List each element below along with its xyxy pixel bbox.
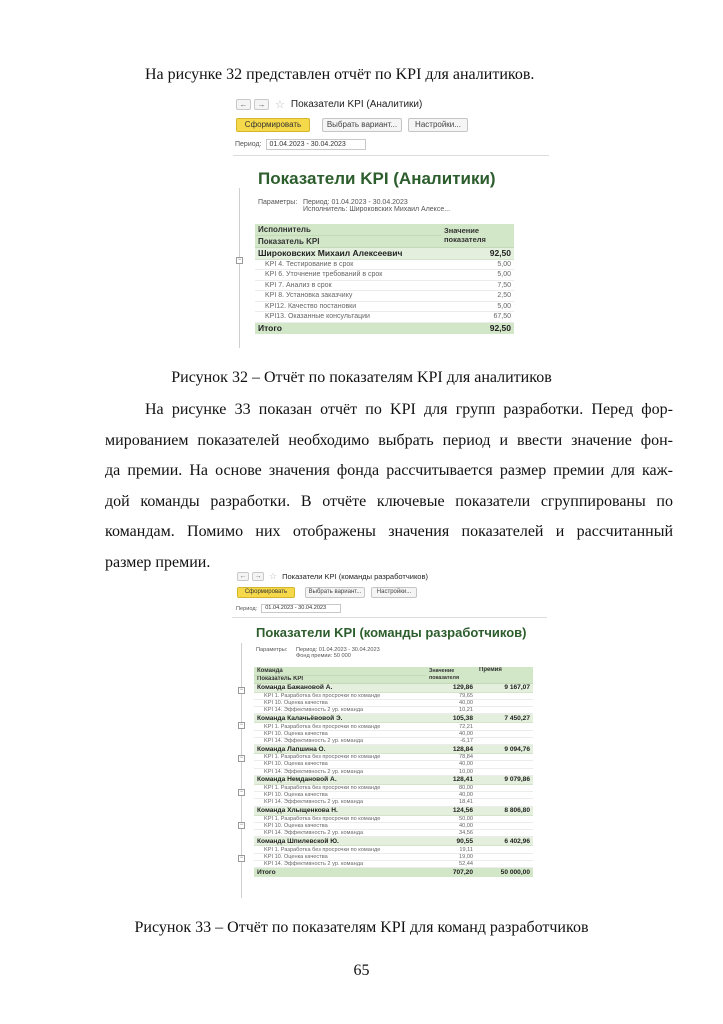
kpi-value: 50,00 xyxy=(426,815,476,822)
paragraph-line: На рисунке 33 показан отчёт по KPI для групп разработки. Перед фор- xyxy=(145,401,673,418)
forward-arrow-icon[interactable]: → xyxy=(252,572,264,581)
paragraph-line: командам. Помимо них отображены значения показателей и рассчитанный xyxy=(105,523,673,541)
generate-button[interactable]: Сформировать xyxy=(237,587,295,598)
kpi-value: 40,00 xyxy=(426,761,476,768)
team-bonus: 8 806,80 xyxy=(476,806,533,815)
divider xyxy=(232,617,547,618)
kpi-name: KPI 14. Эффективность 2 ур. команда xyxy=(254,830,426,837)
back-arrow-icon[interactable]: ← xyxy=(236,99,251,110)
favorite-star-icon[interactable]: ☆ xyxy=(269,571,278,581)
kpi-value: 72,21 xyxy=(426,723,476,730)
table-header-row xyxy=(255,224,514,236)
table-header-row xyxy=(254,667,533,675)
header-kpi: Показатель KPI xyxy=(254,675,426,683)
kpi-name: KPI 1. Разработка без просрочки по команде xyxy=(254,723,426,730)
table-row xyxy=(254,692,533,699)
kpi-value: 19,11 xyxy=(426,846,476,853)
total-row xyxy=(255,322,514,334)
total-value: 92,50 xyxy=(441,322,514,334)
table-row xyxy=(254,846,533,853)
collapse-toggle-icon[interactable]: − xyxy=(239,755,244,761)
kpi-value: 7,50 xyxy=(441,280,514,291)
report-table xyxy=(255,224,514,334)
kpi-bonus-empty xyxy=(476,784,533,791)
kpi-name: KPI 10. Оценка качества xyxy=(254,792,426,799)
table-row xyxy=(255,280,514,291)
kpi-name: KPI13. Оказанные консультации xyxy=(255,312,441,323)
kpi-value: 2,50 xyxy=(441,291,514,302)
table-row xyxy=(254,792,533,799)
header-value: Значение показателя xyxy=(426,667,476,683)
total-label: Итого xyxy=(254,868,426,877)
team-value: 124,56 xyxy=(426,806,476,815)
kpi-name: KPI 1. Разработка без просрочки по команде xyxy=(254,846,426,853)
intro-text: На рисунке 32 представлен отчёт по KPI для аналитиков. xyxy=(145,66,535,83)
window-title: Показатели KPI (команды разработчиков) xyxy=(282,572,428,581)
total-bonus: 50 000,00 xyxy=(476,868,533,877)
period-label: Период: xyxy=(235,141,262,148)
header-bonus: Премия xyxy=(476,667,533,683)
group-value: 92,50 xyxy=(441,247,514,259)
kpi-value: 40,00 xyxy=(426,792,476,799)
kpi-value: 34,56 xyxy=(426,830,476,837)
params-label: Параметры: xyxy=(258,199,298,206)
table-row xyxy=(255,270,514,281)
team-name: Команда Немдановой А. xyxy=(254,775,426,784)
kpi-bonus-empty xyxy=(476,737,533,744)
table-row xyxy=(255,312,514,323)
kpi-name: KPI 1. Разработка без просрочки по команде xyxy=(254,692,426,699)
table-row xyxy=(254,754,533,761)
period-row xyxy=(236,604,341,613)
kpi-bonus-empty xyxy=(476,768,533,775)
report-title: Показатели KPI (команды разработчиков) xyxy=(256,625,527,640)
report-title: Показатели KPI (Аналитики) xyxy=(258,169,496,188)
kpi-value: 52,44 xyxy=(426,860,476,867)
settings-button[interactable]: Настройки... xyxy=(408,118,468,132)
kpi-bonus-empty xyxy=(476,815,533,822)
team-row xyxy=(254,745,533,754)
team-bonus: 9 094,76 xyxy=(476,745,533,754)
kpi-bonus-empty xyxy=(476,846,533,853)
table-row xyxy=(254,730,533,737)
kpi-bonus-empty xyxy=(476,723,533,730)
kpi-name: KPI 14. Эффективность 2 ур. команда xyxy=(254,737,426,744)
param-period: Период: 01.04.2023 - 30.04.2023 xyxy=(296,647,380,653)
kpi-value: 67,50 xyxy=(441,312,514,323)
team-row xyxy=(254,714,533,723)
kpi-value: 79,65 xyxy=(426,692,476,699)
team-bonus: 9 167,07 xyxy=(476,683,533,692)
table-row xyxy=(254,761,533,768)
table-row xyxy=(254,784,533,791)
body-paragraph xyxy=(105,395,673,579)
table-row xyxy=(254,853,533,860)
back-arrow-icon[interactable]: ← xyxy=(237,572,249,581)
paragraph-line: да премии. На основе значения фонда рассчитывается размер премии для каж- xyxy=(105,462,673,480)
choose-variant-button[interactable]: Выбрать вариант... xyxy=(305,587,365,598)
params-label: Параметры: xyxy=(256,647,288,653)
team-row xyxy=(254,775,533,784)
total-value: 707,20 xyxy=(426,868,476,877)
header-value: Значение показателя xyxy=(441,224,514,247)
kpi-name: KPI 10. Оценка качества xyxy=(254,730,426,737)
kpi-bonus-empty xyxy=(476,754,533,761)
table-row xyxy=(254,830,533,837)
kpi-bonus-empty xyxy=(476,853,533,860)
report-table xyxy=(254,667,533,877)
kpi-bonus-empty xyxy=(476,799,533,806)
table-row xyxy=(255,301,514,312)
kpi-name: KPI 14. Эффективность 2 ур. команда xyxy=(254,768,426,775)
paragraph-line: размер премии. xyxy=(105,553,211,571)
team-row xyxy=(254,837,533,846)
kpi-bonus-empty xyxy=(476,792,533,799)
report-toolbar xyxy=(237,587,417,598)
kpi-value: 10,00 xyxy=(426,768,476,775)
figure-33-screenshot xyxy=(232,567,547,904)
collapse-toggle-icon[interactable]: − xyxy=(237,257,242,263)
figure-32-screenshot xyxy=(233,93,549,355)
team-value: 105,38 xyxy=(426,714,476,723)
kpi-value: 40,00 xyxy=(426,730,476,737)
group-name: Широковских Михаил Алексеевич xyxy=(255,247,441,259)
collapse-toggle-icon[interactable]: − xyxy=(239,722,244,728)
table-row xyxy=(254,768,533,775)
param-period: Период: 01.04.2023 - 30.04.2023 xyxy=(303,199,408,206)
total-row xyxy=(254,868,533,877)
kpi-value: 78,84 xyxy=(426,754,476,761)
team-name: Команда Шпилевской Ю. xyxy=(254,837,426,846)
kpi-value: 19,00 xyxy=(426,853,476,860)
choose-variant-button[interactable]: Выбрать вариант... xyxy=(322,118,402,132)
kpi-bonus-empty xyxy=(476,830,533,837)
generate-button[interactable]: Сформировать xyxy=(236,118,310,132)
kpi-name: KPI 10. Оценка качества xyxy=(254,853,426,860)
team-value: 128,41 xyxy=(426,775,476,784)
kpi-name: KPI12. Качество постановки xyxy=(255,301,441,312)
table-row xyxy=(254,799,533,806)
kpi-value: 5,00 xyxy=(441,301,514,312)
settings-button[interactable]: Настройки... xyxy=(371,587,417,598)
header-team: Команда xyxy=(254,667,426,675)
table-row xyxy=(254,860,533,867)
table-row xyxy=(254,737,533,744)
report-parameters xyxy=(256,647,380,659)
kpi-name: KPI 6. Уточнение требований в срок xyxy=(255,270,441,281)
kpi-bonus-empty xyxy=(476,860,533,867)
team-name: Команда Калачьёвовой Э. xyxy=(254,714,426,723)
team-value: 128,84 xyxy=(426,745,476,754)
page-number: 65 xyxy=(353,962,370,979)
table-row xyxy=(255,291,514,302)
param-executor: Исполнитель: Широковских Михаил Алексе... xyxy=(303,206,451,213)
team-value: 90,55 xyxy=(426,837,476,846)
kpi-name: KPI 1. Разработка без просрочки по команде xyxy=(254,784,426,791)
table-row xyxy=(254,699,533,706)
team-row xyxy=(254,806,533,815)
header-executor: Исполнитель xyxy=(255,224,441,236)
kpi-value: -6,17 xyxy=(426,737,476,744)
table-row xyxy=(254,723,533,730)
period-input[interactable]: 01.04.2023 - 30.04.2023 xyxy=(261,604,341,613)
kpi-name: KPI 8. Установка заказчику xyxy=(255,291,441,302)
total-label: Итого xyxy=(255,322,441,334)
kpi-bonus-empty xyxy=(476,761,533,768)
kpi-name: KPI 10. Оценка качества xyxy=(254,822,426,829)
kpi-bonus-empty xyxy=(476,692,533,699)
table-row xyxy=(255,259,514,270)
kpi-value: 10,21 xyxy=(426,707,476,714)
team-row xyxy=(254,683,533,692)
table-row xyxy=(254,815,533,822)
paragraph-line: мированием показателей необходимо выбрать период и ввести значение фон- xyxy=(105,431,673,449)
kpi-value: 5,00 xyxy=(441,270,514,281)
collapse-toggle-icon[interactable]: − xyxy=(239,822,244,828)
team-name: Команда Лапшина О. xyxy=(254,745,426,754)
kpi-bonus-empty xyxy=(476,699,533,706)
favorite-star-icon[interactable]: ☆ xyxy=(275,99,285,111)
team-name: Команда Хлыщенкова Н. xyxy=(254,806,426,815)
kpi-name: KPI 4. Тестирование в срок xyxy=(255,259,441,270)
collapse-toggle-icon[interactable]: − xyxy=(239,687,244,693)
table-row xyxy=(254,822,533,829)
team-name: Команда Бажановой А. xyxy=(254,683,426,692)
kpi-value: 80,00 xyxy=(426,784,476,791)
period-input[interactable]: 01.04.2023 - 30.04.2023 xyxy=(266,139,366,150)
report-parameters xyxy=(258,199,450,213)
window-nav xyxy=(236,98,422,111)
period-row xyxy=(235,139,366,150)
team-bonus: 9 079,86 xyxy=(476,775,533,784)
period-label: Период: xyxy=(236,605,258,612)
header-kpi: Показатель KPI xyxy=(255,236,441,248)
kpi-name: KPI 1. Разработка без просрочки по команде xyxy=(254,815,426,822)
paragraph-line: дой команды разработки. В отчёте ключевые показатели сгруппированы по xyxy=(105,492,673,510)
forward-arrow-icon[interactable]: → xyxy=(254,99,269,110)
kpi-name: KPI 14. Эффективность 2 ур. команда xyxy=(254,799,426,806)
kpi-value: 18,41 xyxy=(426,799,476,806)
kpi-bonus-empty xyxy=(476,730,533,737)
kpi-bonus-empty xyxy=(476,707,533,714)
figure-33-caption: Рисунок 33 – Отчёт по показателям KPI для команд разработчиков xyxy=(134,919,589,936)
tree-gutter xyxy=(239,188,240,348)
kpi-name: KPI 1. Разработка без просрочки по команде xyxy=(254,754,426,761)
kpi-bonus-empty xyxy=(476,822,533,829)
report-toolbar xyxy=(236,118,468,132)
param-fund: Фонд премии: 50 000 xyxy=(296,653,351,659)
kpi-value: 40,00 xyxy=(426,822,476,829)
table-row xyxy=(254,707,533,714)
team-groups xyxy=(254,683,533,868)
kpi-value: 40,00 xyxy=(426,699,476,706)
team-bonus: 6 402,96 xyxy=(476,837,533,846)
kpi-name: KPI 14. Эффективность 2 ур. команда xyxy=(254,707,426,714)
figure-32-caption: Рисунок 32 – Отчёт по показателям KPI для аналитиков xyxy=(171,369,552,386)
team-value: 129,86 xyxy=(426,683,476,692)
kpi-name: KPI 7. Анализ в срок xyxy=(255,280,441,291)
kpi-value: 5,00 xyxy=(441,259,514,270)
collapse-toggle-icon[interactable]: − xyxy=(239,855,244,861)
team-bonus: 7 450,27 xyxy=(476,714,533,723)
kpi-name: KPI 10. Оценка качества xyxy=(254,699,426,706)
group-row xyxy=(255,247,514,259)
divider xyxy=(233,155,549,156)
collapse-toggle-icon[interactable]: − xyxy=(239,789,244,795)
kpi-name: KPI 10. Оценка качества xyxy=(254,761,426,768)
window-nav xyxy=(237,571,428,582)
window-title: Показатели KPI (Аналитики) xyxy=(290,99,423,110)
kpi-name: KPI 14. Эффективность 2 ур. команда xyxy=(254,860,426,867)
